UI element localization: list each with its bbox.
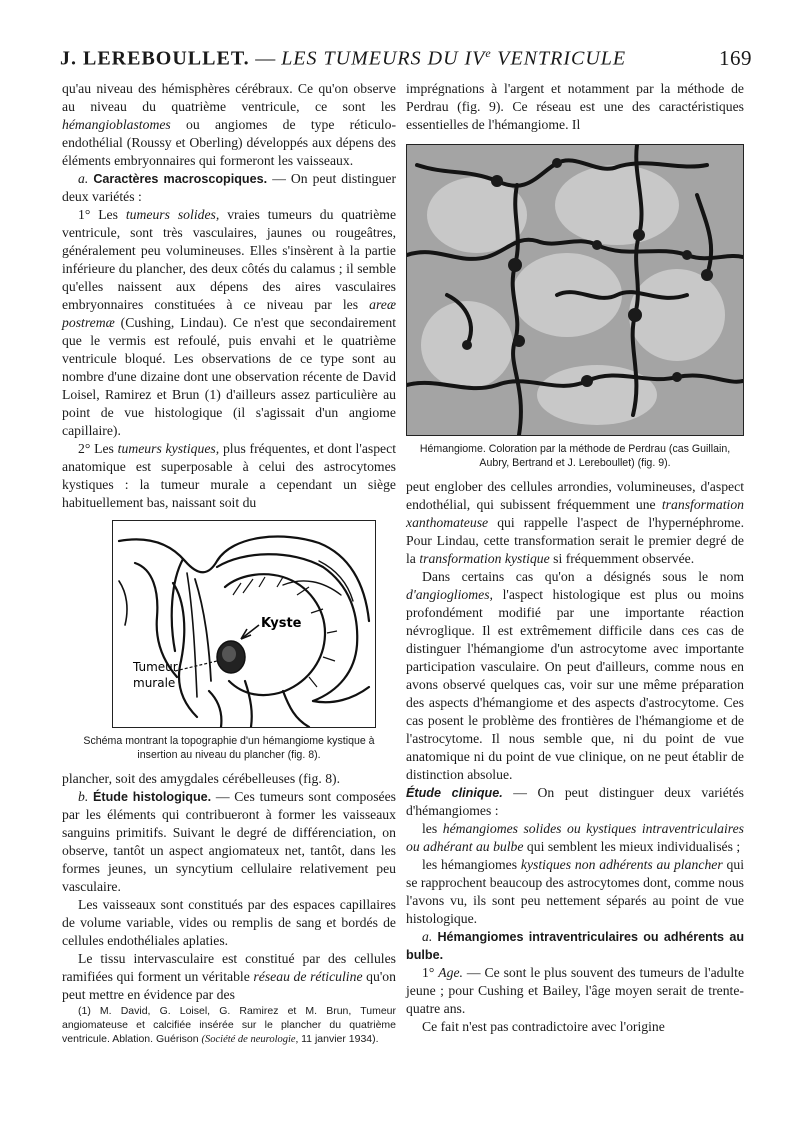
text-italic: réseau de réticuline: [253, 969, 363, 984]
figure-8-caption: Schéma montrant la topographie d'un hémangiome kystique à insertion au niveau du plancher (fig. 8).: [83, 735, 375, 761]
text: l'aspect histologique est plus ou moins profondément modifié par une importante réaction névroglique. Il est extrêmement difficile dans ces cas de distinguer l'hémangiome d'un astrocytome avec importante participation vasculaire. On peut d'ailleurs, comme nous en avons observé quelques cas, voir sur une même préparation des aspects d'hémangiome et des aspects d'astrocytome. Ces cas posent le problème des frontières de l'hémangiome et de l'astrocytome. Il nous semble que, ni du point de vue anatomique ni du point de vue clinique, on ne peut établir de distinction absolue.: [406, 587, 744, 782]
paragraph: [62, 80, 396, 170]
figure-9-micrograph: [406, 144, 744, 436]
header-title-sup: e: [485, 46, 492, 61]
text: les hémangiomes: [422, 857, 518, 872]
section-a: [62, 170, 396, 206]
paragraph: Ce fait n'est pas contradictoire avec l'origine: [422, 1019, 665, 1034]
text-italic: kystiques non adhérents au plancher: [520, 857, 723, 872]
text: 11 janvier 1934).: [301, 1033, 379, 1045]
text: vraies tumeurs du quatrième ventricule, sont très vasculaires, jaunes ou rougeâtres, généralement peu volumineuses. Elles s'insèrent à la partie inférieure du plancher, des deux côtés du calamus ; il semble qu'elles naissent aux dépens des aires vasculaires embryonnaires constituées à ce niveau par les: [62, 207, 397, 312]
right-column: [406, 80, 744, 1036]
paragraph: [406, 964, 744, 1018]
left-column: [62, 80, 396, 1047]
section-heading: Hémangiomes intraventriculaires ou adhérents au bulbe.: [406, 930, 745, 962]
section-heading: Caractères macroscopiques.: [93, 172, 268, 186]
micrograph-image: [407, 145, 743, 435]
header-author: J. LEREBOULLET.: [60, 48, 250, 70]
text: 1°: [422, 965, 435, 980]
text: — Ce sont le plus souvent des tumeurs de l'adulte jeune ; pour Cushing et Bailey, l'âge moyen serait de trente-quatre ans.: [406, 965, 745, 1016]
text: — On peut distinguer deux variétés :: [62, 171, 397, 204]
running-header: [60, 46, 752, 74]
header-title: [60, 46, 626, 71]
text: peut englober des cellules arrondies, volumineuses, d'aspect endothélial, qui subissent fréquemment une: [406, 479, 744, 512]
section-b: [62, 788, 396, 896]
text-italic: areæ postremæ: [62, 297, 397, 330]
paragraph: [406, 568, 744, 784]
paragraph: [62, 440, 396, 512]
text: — On peut distinguer deux variétés d'hémangiomes :: [406, 785, 744, 818]
text: (Cushing, Lindau). Ce n'est que secondairement que le vermis est refoulé, puis envahi et le quatrième ventricule bloqué. Les observations de ce type sont au nombre d'une dizaine dont une observation récente de David Loisel, Ramirez et Brun (1) d'ailleurs assez particulière au point de vue histologique (il s'agissait d'un angiome capillaire).: [62, 315, 396, 438]
text-italic: hémangiomes solides ou kystiques intraventriculaires ou adhérant au bulbe: [406, 821, 744, 854]
paragraph: [406, 820, 744, 856]
header-dash: —: [255, 48, 276, 70]
paragraph: [406, 856, 744, 928]
text: si fréquemment observée.: [553, 551, 695, 566]
label-tumeur: Tumeur: [133, 660, 178, 674]
figure-9-caption: Hémangiome. Coloration par la méthode de Perdrau (cas Guillain, Aubry, Bertrand et J. Lereboullet) (fig. 9).: [419, 443, 731, 469]
text: Le tissu intervasculaire est constitué par des cellules ramifiées qui forment un véritable: [62, 951, 396, 984]
text: qu'on peut mettre en évidence par des: [62, 969, 396, 1002]
label-murale: murale: [133, 676, 176, 690]
text-italic: Age.: [438, 965, 463, 980]
section-label: a.: [78, 171, 89, 186]
text: qu'au niveau des hémisphères cérébraux. Ce qu'on observe au niveau du quatrième ventricule, ce sont les: [62, 81, 396, 114]
figure-8-schema: [112, 520, 376, 728]
paragraph: [62, 950, 396, 1004]
text-italic: transformation xanthomateuse: [406, 497, 745, 530]
hemangioma-diagram: [113, 521, 375, 727]
text: plus fréquentes, et dont l'aspect anatomique est superposable à celui des astrocytomes kystiques : la tumeur murale a cependant un siège habituellement bas, naissant soit du: [62, 441, 397, 510]
text-italic: tumeurs kystiques,: [117, 441, 220, 456]
section-label: b.: [78, 789, 89, 804]
text: les: [422, 821, 438, 836]
header-title-main: LES TUMEURS DU IV: [281, 48, 486, 70]
text-italic: transformation kystique: [419, 551, 550, 566]
text-italic: tumeurs solides,: [125, 207, 220, 222]
text: qui semblent les mieux individualisés ;: [526, 839, 741, 854]
text: 2° Les: [78, 441, 114, 456]
paragraph: Les vaisseaux sont constitués par des espaces capillaires de volume variable, vides ou remplis de sang et bordés de cellules endothéliales aplaties.: [62, 897, 396, 948]
paragraph: [406, 478, 744, 568]
footnote: [62, 1004, 396, 1047]
section-label: a.: [422, 929, 433, 944]
text: Dans certains cas qu'on a désignés sous le nom: [422, 569, 744, 584]
section-a-right: [406, 928, 744, 964]
text: (1) M. David, G. Loisel, G. Ramirez et M. Brun, Tumeur angiomateuse et calcifiée insérée sur le plancher du quatrième ventricule. Ablation. Guérison: [62, 1005, 396, 1045]
text: 1° Les: [78, 207, 118, 222]
label-kyste: Kyste: [261, 616, 302, 631]
text: qui se rapprochent beaucoup des astrocytomes dont, comme nous l'avons vu, ils sont peu nettement séparés au point de vue histologique.: [406, 857, 745, 926]
paragraph: plancher, soit des amygdales cérébelleuses (fig. 8).: [62, 771, 341, 786]
header-title-end: VENTRICULE: [497, 48, 627, 70]
text-italic: (Société de neurologie,: [201, 1034, 299, 1045]
text: ou angiomes de type réticulo-endothélial (Roussy et Oberling) développés aux dépens des éléments embryonnaires qui formeront les vaisseaux.: [62, 117, 397, 168]
paragraph: imprégnations à l'argent et notamment par la méthode de Perdrau (fig. 9). Ce réseau est une des caractéristiques essentielles de l'hémangiome. Il: [406, 81, 744, 132]
paragraph: [62, 206, 396, 440]
text-italic: d'angiogliomes,: [406, 587, 493, 602]
page-number: 169: [719, 46, 752, 70]
section-heading: Étude histologique.: [93, 790, 212, 804]
section-heading: Étude clinique.: [406, 786, 503, 800]
section-clinique: [406, 784, 744, 820]
text-italic: hémangioblastomes: [62, 117, 171, 132]
text: — Ces tumeurs sont composées par les éléments qui contribueront à former les vaisseaux sanguins primitifs. Suivant le degré de différenciation, on observe, tantôt un aspect angiomateux net, tantôt, dans les formes jeunes, un syncytium cellulaire relativement peu vasculaire.: [62, 789, 396, 894]
text: qui rappelle l'aspect de l'hypernéphrome. Pour Lindau, cette transformation serait le premier degré de la: [406, 515, 745, 566]
